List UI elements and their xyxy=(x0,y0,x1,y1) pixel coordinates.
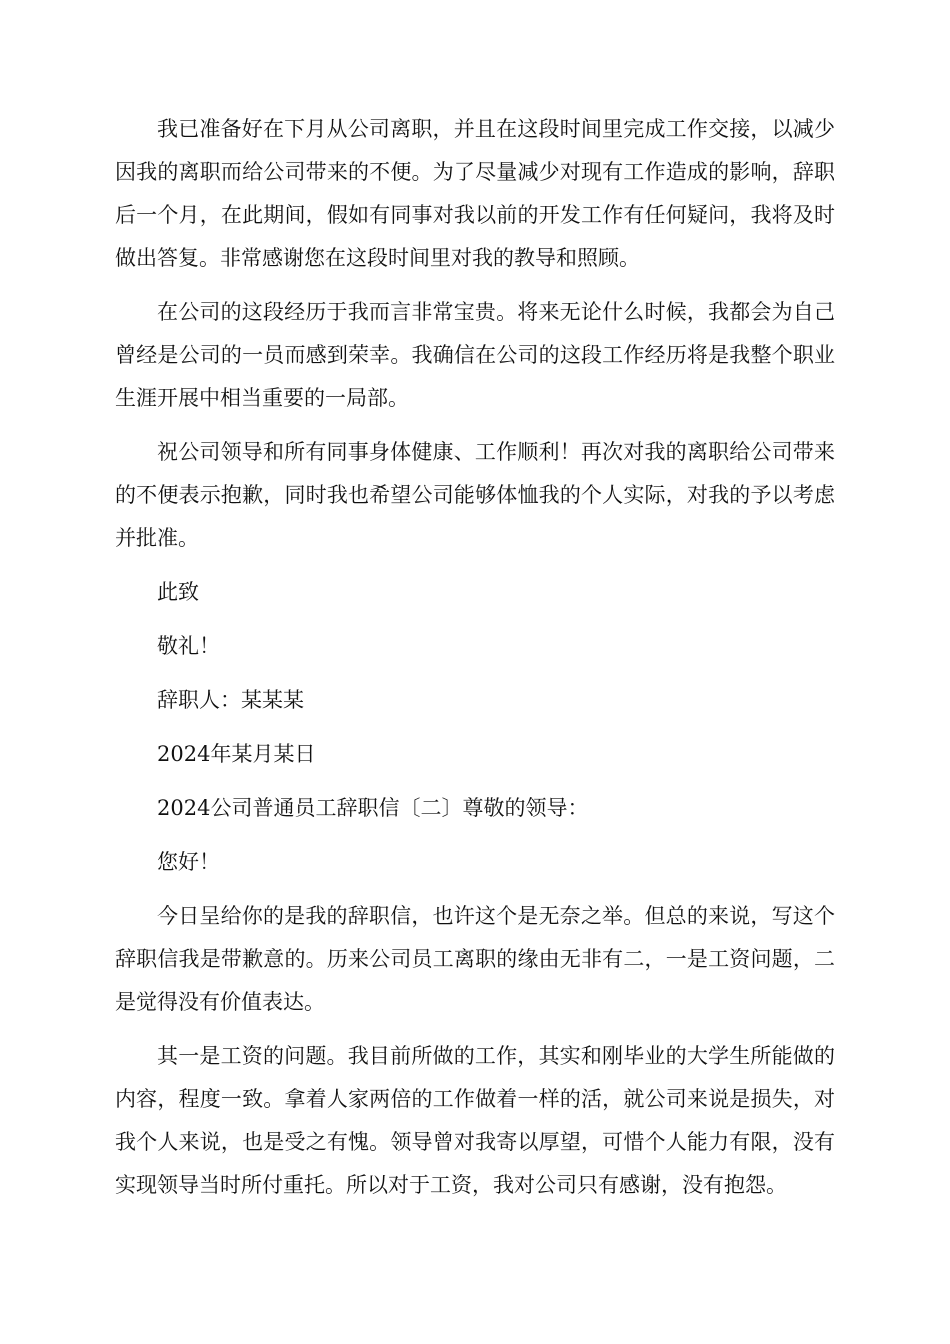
letter2-heading: 2024公司普通员工辞职信〔二〕尊敬的领导： xyxy=(157,796,589,820)
date-line: 2024年某月某日 xyxy=(157,742,316,766)
body-paragraph: 其一是工资的问题。我目前所做的工作，其实和刚毕业的大学生所能做的内容，程度一致。拿着人家两倍的工作做着一样的活，就公司来说是损失，对我个人来说，也是受之有愧。领导曾对我寄以厚望，可惜个人能力有限，没有实现领导当时所付重托。所以对于工资，我对公司只有感谢，没有抱怨。 xyxy=(115,1044,835,1197)
closing-line: 此致 xyxy=(157,580,199,604)
body-paragraph: 今日呈给你的是我的辞职信，也许这个是无奈之举。但总的来说，写这个辞职信我是带歉意的。历来公司员工离职的缘由无非有二，一是工资问题，二是觉得没有价值表达。 xyxy=(115,904,835,1014)
body-paragraph: 我已准备好在下月从公司离职，并且在这段时间里完成工作交接，以减少因我的离职而给公司带来的不便。为了尽量减少对现有工作造成的影响，辞职后一个月，在此期间，假如有同事对我以前的开发工作有任何疑问，我将及时做出答复。非常感谢您在这段时间里对我的教导和照顾。 xyxy=(115,117,835,270)
signature-line: 辞职人：某某某 xyxy=(157,688,304,712)
greeting-line: 您好！ xyxy=(157,850,220,874)
document-body xyxy=(115,108,835,1218)
body-paragraph: 在公司的这段经历于我而言非常宝贵。将来无论什么时候，我都会为自己曾经是公司的一员而感到荣幸。我确信在公司的这段工作经历将是我整个职业生涯开展中相当重要的一局部。 xyxy=(115,300,835,410)
body-paragraph: 祝公司领导和所有同事身体健康、工作顺利！再次对我的离职给公司带来的不便表示抱歉，同时我也希望公司能够体恤我的个人实际，对我的予以考虑并批准。 xyxy=(115,440,835,550)
salute-line: 敬礼！ xyxy=(157,634,220,658)
